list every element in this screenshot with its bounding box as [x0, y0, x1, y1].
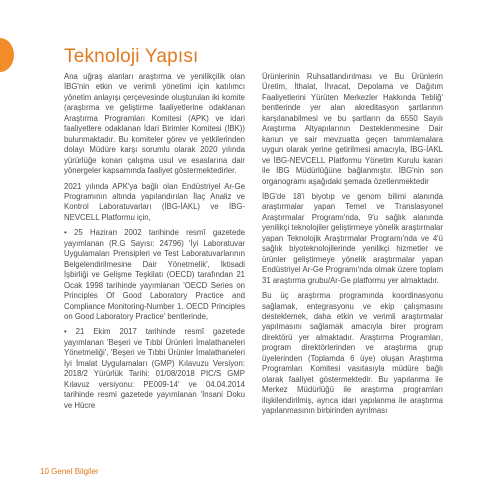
- page-number: 10: [40, 467, 49, 476]
- paragraph: Bu üç araştırma programında koordinasyonu sağlamak, entegrasyonu ve ekip çalışmasını desteklemek, daha etkin ve verimli araştırmalar yapılmasını sağlamak amacıyla birer program direktörü yer almaktadır. Araştırma Programları, program direktörlerinden ve araştırma grup üyelerinden (Toplamda 6 üye) oluşan Araştırma Programları Komitesi vasıtasıyla müdüre bağlı olarak faaliyet göstermektedir. Bu yapılanma ile Merkez Müdürlüğü ile araştırma programları ilişkilendirilmiş, ayrıca idari yapılanma ile araştırma yapılanmasının birbirinden ayrılması: [262, 291, 443, 416]
- paragraph: Ürünlerinin Ruhsatlandırılması ve Bu Ürünlerin Üretim, İthalat, İhracat, Depolama ve Dağıtım Faaliyetlerini Yürüten Merkezler Hakkında Tebliğ' bentlerinde yer alan akreditasyon şartlarının karşılanabilmesi ve bu şartların da 6550 Sayılı Araştırma Altyapılarının Desteklenmesine Dair kanun ve sair mevzuatta geçen tanımlamalara uygun olarak yerine getirilmesi amacıyla, İBG-İAKL ve İBG-NEVCELL Platformu Yönetim Kurulu kararı ile İBG Müdürlüğüne bağlanmıştır. İBG'nin son organogramı aşağıdaki şemada özetlenmektedir: [262, 72, 443, 186]
- paragraph: 2021 yılında APK'ya bağlı olan Endüstriyel Ar-Ge Programının altında yapılandırılan İlaç Analiz ve Kontrol Laboratuvarları (İBG-İAKL) ve İBG-NEVCELL Platformu için,: [64, 181, 245, 222]
- footer-section-label: Genel Bilgiler: [51, 467, 99, 476]
- page-title: Teknoloji Yapısı: [64, 45, 199, 67]
- bullet-paragraph: • 25 Haziran 2002 tarihinde resmî gazetede yayımlanan (R.G Sayısı: 24796) 'İyi Laboratuvar Uygulamaları Prensipleri ve Test Laboratuvarlarının Belgelendirilmesine Dair Yönetmelik', İktisadi İşbirliği ve Gelişme Teşkilatı (OECD) tarafından 21 Ocak 1998 tarihinde yayımlanan 'OECD Series on Principles Of Good Laboratory Practice and Compliance Monitoring-Number 1. OECD Principles on Good Laboratory Practice' bentlerinde,: [64, 228, 245, 322]
- left-column: [64, 72, 245, 416]
- orange-tab-marker: [0, 38, 14, 72]
- page-footer: [40, 467, 99, 476]
- right-column: [262, 72, 443, 422]
- paragraph: Ana uğraş alanları araştırma ve yenilikçilik olan İBG'nin etkin ve verimli yönetimi için katılımcı yönetim anlayışı çerçevesinde oluşturulan iki komite (araştırma ve geliştirme faaliyetlerine odaklanan Araştırma Programları Komitesi (APK) ve idari faaliyetlere odaklanan İdari Birimler Komitesi (İBK)) bulunmaktadır. Bu komiteler görev ve yetkilerinden dolayı Müdüre karşı sorumlu olarak 2020 yılında yürürlüğe konan çalışma usul ve esaslarına dair yönergeler kapsamında faaliyet göstermektedirler.: [64, 72, 245, 176]
- paragraph: İBG'de 18'i biyotıp ve genom bilimi alanında araştırmalar yapan Temel ve Translasyonel Araştırmalar Programı'nda, 9'u sağlık alanında yenilikçi teknolojiler geliştirmeye yönelik araştırmalar yapan Teknolojik Araştırmalar Programı'nda ve 4'ü sağlık biyoteknolojilerinde yenilikçi hizmetler ve ürünler geliştirmeye yönelik araştırmalar yapan Endüstriyel Ar-Ge Programı'nda olmak üzere toplam 31 araştırma grubu/Ar-Ge platformu yer almaktadır.: [262, 191, 443, 285]
- bullet-paragraph: • 21 Ekim 2017 tarihinde resmî gazetede yayımlanan 'Beşeri ve Tıbbi Ürünleri İmalathaneleri Yönetmeliği', 'Beşeri ve Tıbbi Ürünler İmalathaneleri İyi İmalat Uygulamaları (GMP) Kılavuzu Versiyon: 2018/2 Yürürlük Tarihi: 01/08/2018 PIC/S GMP Kılavuz versiyonu: PE009-14' ve 04.04.2014 tarihinde resmi gazetede yayımlanan 'İnsani Doku ve Hücre: [64, 327, 245, 411]
